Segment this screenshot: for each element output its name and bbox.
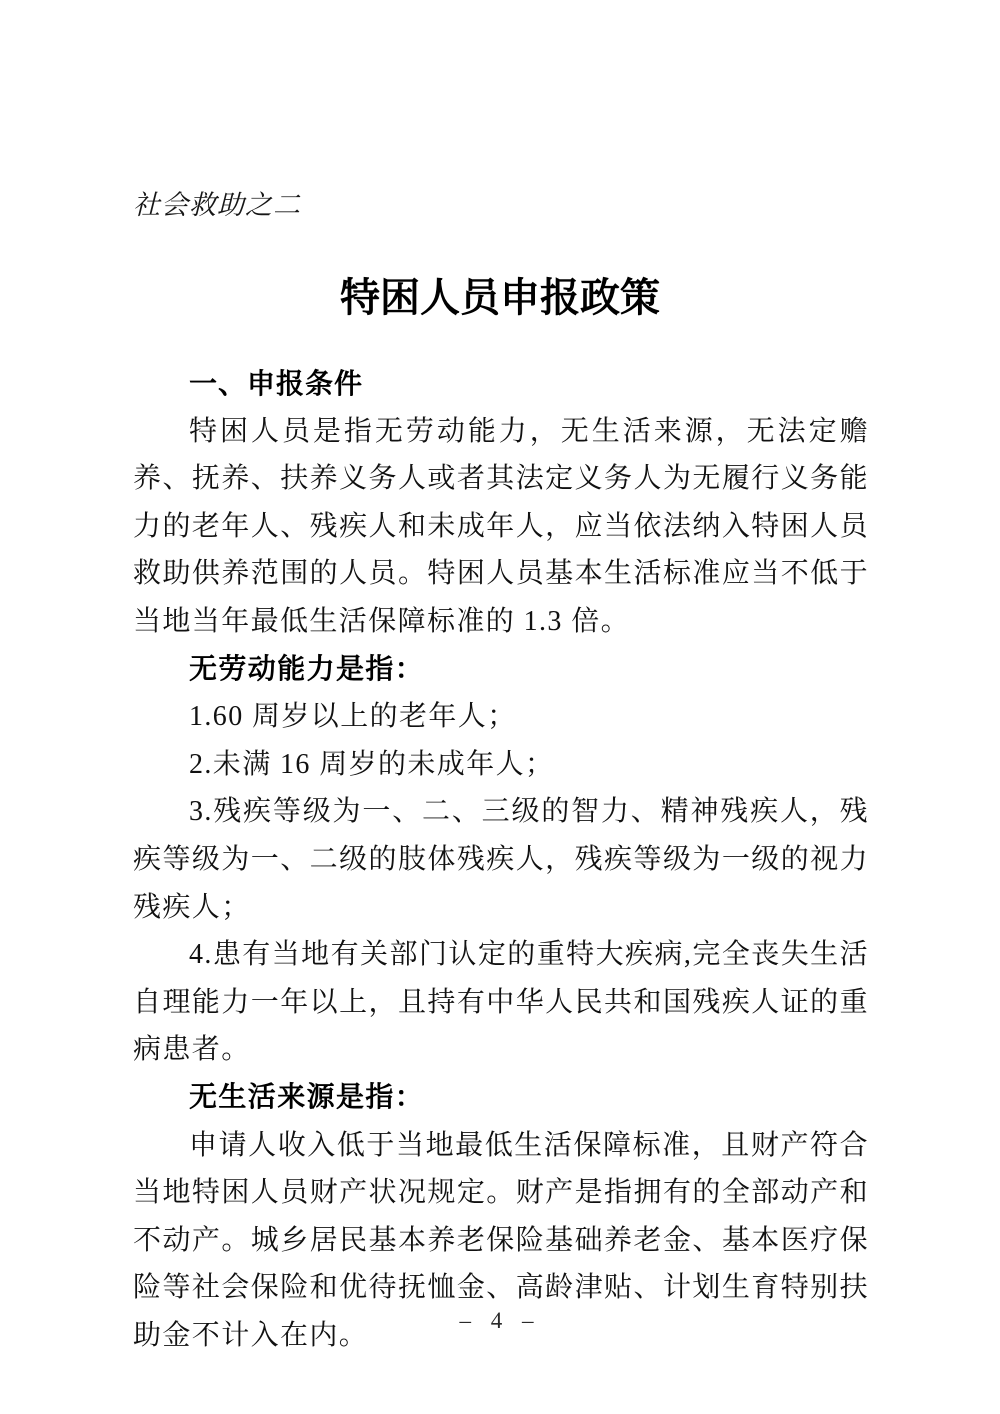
no-labor-item-2: 2.未满 16 周岁的未成年人； [189, 748, 555, 780]
document-title: 特困人员申报政策 [340, 275, 660, 320]
intro-paragraph: 特困人员是指无劳动能力，无生活来源，无法定赡养、抚养、扶养义务人或者其法定义务人为无履行义务能力的老年人、残疾人和未成年人，应当依法纳入特困人员救助供养范围的人员。特困人员基本生活标准应当不低于当地当年最低生活保障标准的 1.3 倍。 [133, 415, 869, 637]
no-labor-item-4: 4.患有当地有关部门认定的重特大疾病,完全丧失生活自理能力一年以上，且持有中华人民共和国残疾人证的重病患者。 [133, 939, 869, 1066]
document-body [133, 360, 869, 1359]
page-number: – 4 – [459, 1308, 541, 1333]
section-heading-conditions: 一、申报条件 [189, 368, 364, 399]
no-labor-ability-heading: 无劳动能力是指： [189, 653, 425, 685]
no-labor-item-1: 1.60 周岁以上的老年人； [189, 701, 517, 733]
no-income-source-heading: 无生活来源是指： [189, 1081, 425, 1113]
no-income-paragraph: 申请人收入低于当地最低生活保障标准，且财产符合当地特困人员财产状况规定。财产是指拥有的全部动产和不动产。城乡居民基本养老保险基础养老金、基本医疗保险等社会保险和优待抚恤金、高龄津贴、计划生育特别扶助金不计入在内。 [133, 1129, 869, 1351]
series-label: 社会救助之二 [133, 190, 301, 220]
no-labor-item-3: 3.残疾等级为一、二、三级的智力、精神残疾人，残疾等级为一、二级的肢体残疾人，残疾等级为一级的视力残疾人； [133, 796, 869, 923]
